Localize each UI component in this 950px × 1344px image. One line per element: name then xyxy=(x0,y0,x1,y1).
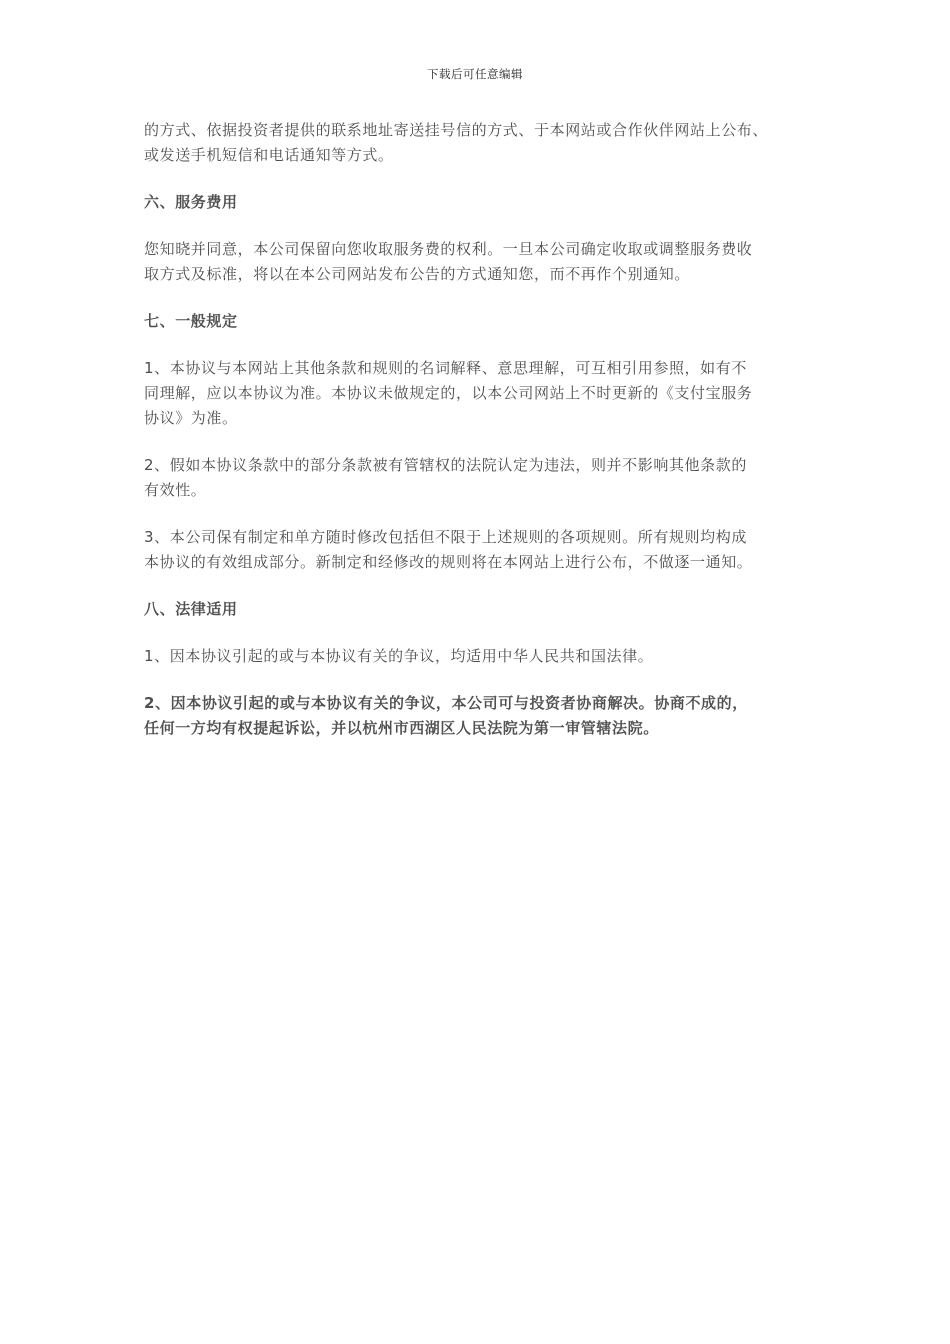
text-line: 协议》为准。 xyxy=(144,409,238,427)
text-line: 您知晓并同意，本公司保留向您收取服务费的权利。一旦本公司确定收取或调整服务费收 xyxy=(144,240,753,258)
text-line: 或发送手机短信和电话通知等方式。 xyxy=(144,146,394,164)
section-7-item-2 xyxy=(144,453,814,503)
text-line: 本协议的有效组成部分。新制定和经修改的规则将在本网站上进行公布，不做逐一通知。 xyxy=(144,553,753,571)
text-line: 1、因本协议引起的或与本协议有关的争议，均适用中华人民共和国法律。 xyxy=(144,647,654,665)
text-line: 有效性。 xyxy=(144,481,207,499)
section-6-heading: 六、服务费用 xyxy=(144,193,238,211)
text-line: 的方式、依据投资者提供的联系地址寄送挂号信的方式、于本网站或合作伙伴网站上公布、 xyxy=(144,121,769,139)
text-line: 2、假如本协议条款中的部分条款被有管辖权的法院认定为违法，则并不影响其他条款的 xyxy=(144,456,747,474)
document-body xyxy=(144,118,814,763)
text-line: 任何一方均有权提起诉讼，并以杭州市西湖区人民法院为第一审管辖法院。 xyxy=(144,719,659,737)
section-8-item-2 xyxy=(144,691,814,741)
section-7-item-3 xyxy=(144,525,814,575)
section-8-item-1 xyxy=(144,644,814,669)
text-line: 1、本协议与本网站上其他条款和规则的名词解释、意思理解，可互相引用参照，如有不 xyxy=(144,359,747,377)
intro-paragraph xyxy=(144,118,814,168)
text-line: 3、本公司保有制定和单方随时修改包括但不限于上述规则的各项规则。所有规则均构成 xyxy=(144,528,747,546)
section-7-item-1 xyxy=(144,356,814,431)
text-line: 2、因本协议引起的或与本协议有关的争议，本公司可与投资者协商解决。协商不成的， xyxy=(144,694,748,712)
page-header-note: 下载后可任意编辑 xyxy=(427,67,523,81)
section-8-heading: 八、法律适用 xyxy=(144,600,238,618)
text-line: 取方式及标准，将以在本公司网站发布公告的方式通知您，而不再作个别通知。 xyxy=(144,265,691,283)
section-7-heading: 七、一般规定 xyxy=(144,312,238,330)
section-6-paragraph xyxy=(144,237,814,287)
text-line: 同理解，应以本协议为准。本协议未做规定的，以本公司网站上不时更新的《支付宝服务 xyxy=(144,384,753,402)
